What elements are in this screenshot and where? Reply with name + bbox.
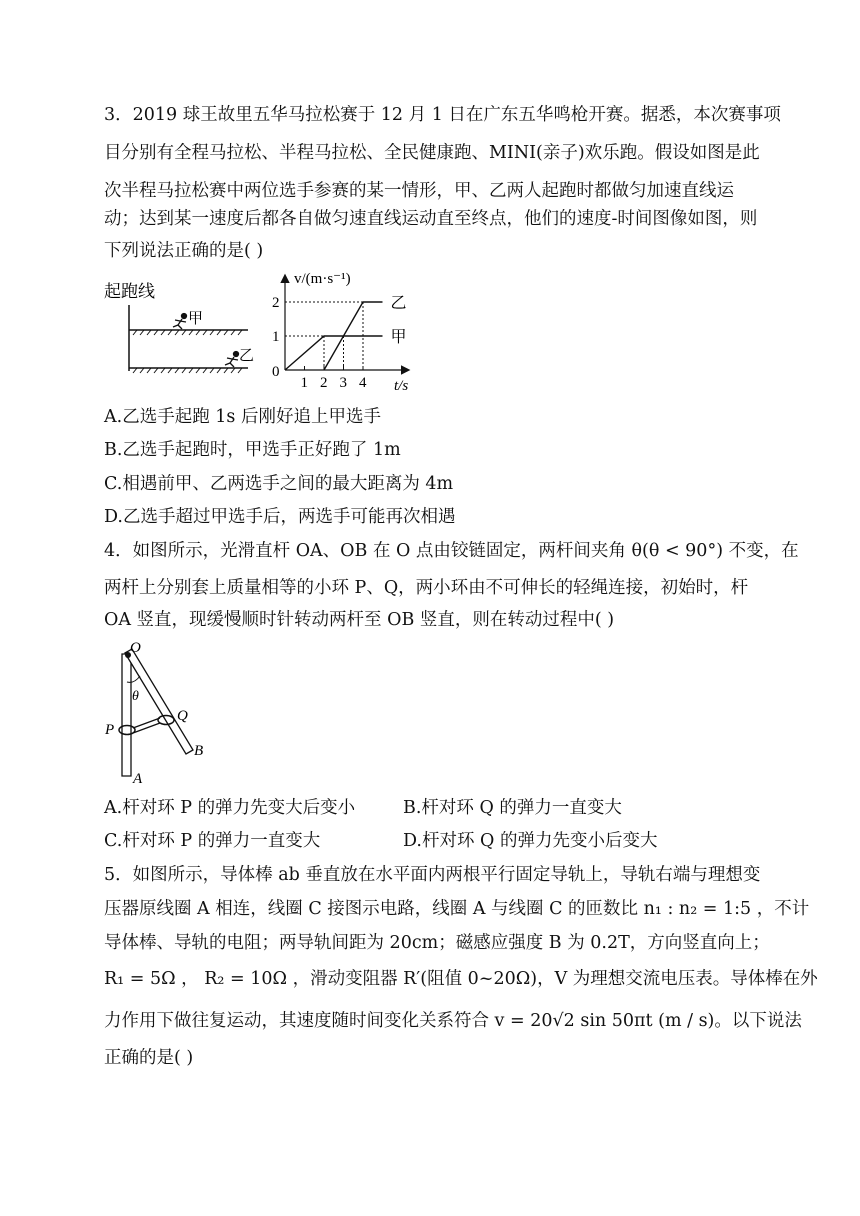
series-label-yi: 乙 bbox=[390, 295, 407, 312]
y-tick-label-2: 2 bbox=[272, 295, 280, 311]
rod-oa bbox=[122, 654, 131, 776]
start-line-label: 起跑线 bbox=[104, 282, 155, 301]
q5-line-1: 5．如图所示，导体棒 ab 垂直放在水平面内两根平行固定导轨上，导轨右端与理想变 bbox=[104, 865, 761, 885]
rope-pq-2 bbox=[133, 723, 160, 733]
q4-option-a: A.杆对环 P 的弹力先变大后变小 bbox=[104, 798, 356, 818]
series-label-jia: 甲 bbox=[390, 329, 407, 346]
label-q: Q bbox=[177, 708, 188, 724]
runner-b-icon bbox=[225, 352, 239, 368]
q5-line-6: 正确的是( ) bbox=[104, 1048, 194, 1068]
q3-option-d: D.乙选手超过甲选手后，两选手可能再次相遇 bbox=[104, 507, 456, 527]
q4-line-2: 两杆上分别套上质量相等的小环 P、Q，两小环由不可伸长的轻绳连接，初始时，杆 bbox=[104, 578, 749, 598]
q3-line-3: 次半程马拉松赛中两位选手参赛的某一情形，甲、乙两人起跑时都做匀加速直线运 bbox=[104, 181, 734, 201]
label-b: B bbox=[194, 743, 204, 759]
q3-option-c: C.相遇前甲、乙两选手之间的最大距离为 4m bbox=[104, 474, 454, 494]
runner-a-icon bbox=[173, 314, 187, 330]
q3-track-figure bbox=[100, 275, 260, 385]
q4-option-b: B.杆对环 Q 的弹力一直变大 bbox=[403, 798, 622, 818]
q4-line-1: 4．如图所示，光滑直杆 OA、OB 在 O 点由铰链固定，两杆间夹角 θ(θ < 90°) 不变，在 bbox=[104, 541, 799, 561]
q3-option-b: B.乙选手起跑时，甲选手正好跑了 1m bbox=[104, 440, 401, 460]
q4-option-d: D.杆对环 Q 的弹力先变小后变大 bbox=[403, 831, 658, 851]
vt-chart bbox=[270, 268, 430, 393]
label-theta: θ bbox=[132, 689, 139, 704]
q5-line-2: 压器原线圈 A 相连，线圈 C 接图示电路，线圈 A 与线圈 C 的匝数比 n₁ : n₂ = 1:5 ，不计 bbox=[104, 899, 810, 919]
x-tick-label-4: 4 bbox=[359, 375, 367, 391]
runner-a-label: 甲 bbox=[188, 311, 204, 327]
label-a: A bbox=[133, 771, 143, 785]
x-axis-label: t/s bbox=[394, 378, 409, 393]
y-tick-label-1: 1 bbox=[272, 329, 280, 345]
origin-label: 0 bbox=[272, 364, 280, 380]
q5-line-4: R₁ = 5Ω ， R₂ = 10Ω ，滑动变阻器 R′(阻值 0~20Ω)，V 为理想交流电压表。导体棒在外 bbox=[104, 969, 818, 989]
q3-option-a: A.乙选手起跑 1s 后刚好追上甲选手 bbox=[104, 407, 381, 427]
q3-line-2: 目分别有全程马拉松、半程马拉松、全民健康跑、MINI(亲子)欢乐跑。假设如图是此 bbox=[104, 143, 760, 163]
q5-line-3: 导体棒、导轨的电阻；两导轨间距为 20cm；磁感应强度 B 为 0.2T，方向竖直向上； bbox=[104, 933, 770, 953]
q4-option-c: C.杆对环 P 的弹力一直变大 bbox=[104, 831, 321, 851]
rope-pq bbox=[133, 718, 160, 728]
q4-line-3: OA 竖直，现缓慢顺时针转动两杆至 OB 竖直，则在转动过程中( ) bbox=[104, 610, 615, 630]
x-tick-label-3: 3 bbox=[339, 375, 347, 391]
runner-b-label: 乙 bbox=[239, 348, 255, 364]
y-axis-label: v/(m·s⁻¹) bbox=[294, 271, 351, 287]
x-tick-label-2: 2 bbox=[320, 375, 328, 391]
q3-line-5: 下列说法正确的是( ) bbox=[104, 241, 264, 261]
q3-line-4: 动；达到某一速度后都各自做匀速直线运动直至终点，他们的速度-时间图像如图，则 bbox=[104, 209, 758, 229]
q4-rod-figure bbox=[100, 640, 230, 785]
label-o: O bbox=[130, 640, 141, 656]
q3-line-1: 3．2019 球王故里五华马拉松赛于 12 月 1 日在广东五华鸣枪开赛。据悉，本次赛事项 bbox=[104, 105, 781, 125]
label-p: P bbox=[105, 722, 115, 738]
q5-line-5: 力作用下做往复运动，其速度随时间变化关系符合 v = 20√2 sin 50πt (m / s)。以下说法 bbox=[104, 1011, 802, 1031]
x-tick-label-1: 1 bbox=[300, 375, 308, 391]
